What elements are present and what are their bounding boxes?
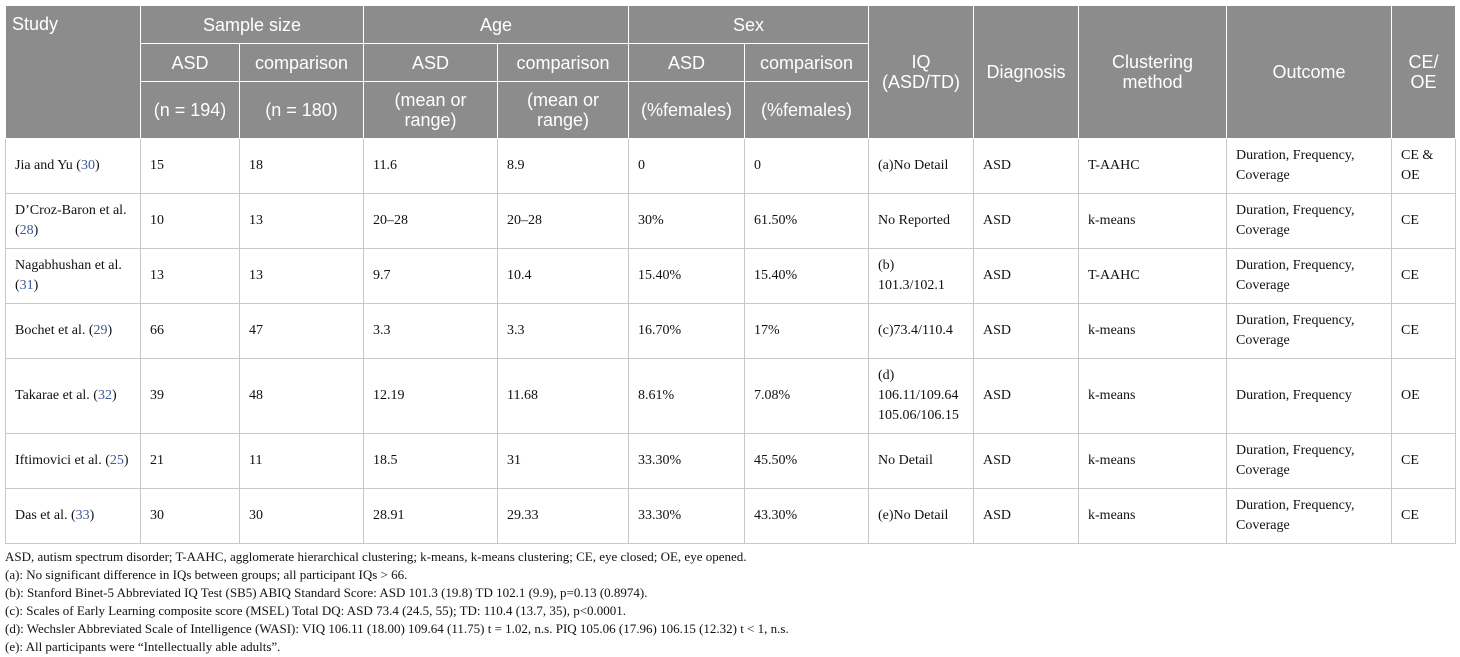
cell-diagnosis: ASD [974, 249, 1079, 304]
reference-link[interactable]: 31 [19, 278, 34, 293]
cell-age-comparison: 29.33 [498, 489, 629, 544]
cell-diagnosis: ASD [974, 304, 1079, 359]
sub-sample-asd: ASD [141, 44, 240, 82]
header-row-1 [6, 6, 1456, 44]
cell-outcome: Duration, Frequency, Coverage [1227, 304, 1392, 359]
study-name: Nagabhushan et al. ( [15, 258, 122, 293]
cell-sex-comparison: 17% [745, 304, 869, 359]
cell-diagnosis: ASD [974, 434, 1079, 489]
cell-iq: (b) 101.3/102.1 [869, 249, 974, 304]
study-close: ) [89, 508, 95, 523]
col-sex: Sex [629, 6, 869, 44]
cell-outcome: Duration, Frequency, Coverage [1227, 489, 1392, 544]
cell-diagnosis: ASD [974, 359, 1079, 434]
table-row [6, 194, 1456, 249]
cell-iq: No Detail [869, 434, 974, 489]
sub-age-asd: ASD [364, 44, 498, 82]
cell-n-asd: 15 [141, 139, 240, 194]
cell-n-asd: 66 [141, 304, 240, 359]
cell-age-asd: 3.3 [364, 304, 498, 359]
cell-age-comparison: 10.4 [498, 249, 629, 304]
study-name: Jia and Yu ( [15, 158, 81, 173]
sub-sample-comparison: comparison [240, 44, 364, 82]
footnote-b: (b): Stanford Binet-5 Abbreviated IQ Test (SB5) ABIQ Standard Score: ASD 101.3 (19.8) TD 102.1 (9.9), p=0.13 (0.8974). [5, 585, 648, 600]
footnote-c: (c): Scales of Early Learning composite score (MSEL) Total DQ: ASD 73.4 (24.5, 55); TD: 110.4 (13.7, 35), p<0.0001. [5, 603, 627, 618]
sub-n-comparison: (n = 180) [240, 82, 364, 139]
cell-clustering: k-means [1079, 304, 1227, 359]
col-ceoe: CE/ OE [1392, 6, 1456, 139]
sub-n-asd: (n = 194) [141, 82, 240, 139]
cell-outcome: Duration, Frequency, Coverage [1227, 139, 1392, 194]
col-iq: IQ (ASD/TD) [869, 6, 974, 139]
cell-ceoe: CE [1392, 434, 1456, 489]
cell-iq: (e)No Detail [869, 489, 974, 544]
sub-sex-asd: ASD [629, 44, 745, 82]
cell-sex-asd: 33.30% [629, 434, 745, 489]
study-close: ) [107, 323, 113, 338]
reference-link[interactable]: 28 [19, 223, 34, 238]
cell-ceoe: CE [1392, 304, 1456, 359]
table-row [6, 489, 1456, 544]
col-diagnosis: Diagnosis [974, 6, 1079, 139]
cell-outcome: Duration, Frequency, Coverage [1227, 434, 1392, 489]
study-table [5, 5, 1456, 544]
cell-age-asd: 12.19 [364, 359, 498, 434]
cell-age-asd: 28.91 [364, 489, 498, 544]
footnote-a: (a): No significant difference in IQs between groups; all participant IQs > 66. [5, 567, 408, 582]
table-container [5, 5, 1455, 656]
cell-sex-comparison: 7.08% [745, 359, 869, 434]
cell-clustering: k-means [1079, 194, 1227, 249]
cell-age-asd: 20–28 [364, 194, 498, 249]
cell-study [6, 359, 141, 434]
cell-sex-comparison: 61.50% [745, 194, 869, 249]
cell-study [6, 489, 141, 544]
footnote-d: (d): Wechsler Abbreviated Scale of Intelligence (WASI): VIQ 106.11 (18.00) 109.64 (11.75) t = 1.02, n.s. PIQ 105.06 (17.96) 106.15 (12.32) t < 1, n.s. [5, 621, 789, 636]
col-age: Age [364, 6, 629, 44]
cell-n-comparison: 13 [240, 194, 364, 249]
study-close: ) [33, 278, 39, 293]
cell-sex-comparison: 45.50% [745, 434, 869, 489]
footnote-e: (e): All participants were “Intellectually able adults”. [5, 639, 281, 654]
table-row [6, 139, 1456, 194]
sub-sex-comparison: comparison [745, 44, 869, 82]
cell-iq: (d) 106.11/109.64 105.06/106.15 [869, 359, 974, 434]
cell-age-comparison: 8.9 [498, 139, 629, 194]
cell-diagnosis: ASD [974, 139, 1079, 194]
cell-ceoe: OE [1392, 359, 1456, 434]
col-study: Study [6, 6, 141, 139]
study-name: Bochet et al. ( [15, 323, 94, 338]
cell-age-asd: 18.5 [364, 434, 498, 489]
sub-sex-asd-unit: (%females) [629, 82, 745, 139]
study-name: Takarae et al. ( [15, 388, 98, 403]
reference-link[interactable]: 25 [109, 453, 124, 468]
reference-link[interactable]: 30 [80, 158, 95, 173]
table-footnotes [5, 548, 1455, 656]
cell-diagnosis: ASD [974, 489, 1079, 544]
study-close: ) [33, 223, 39, 238]
cell-clustering: T-AAHC [1079, 249, 1227, 304]
cell-study [6, 139, 141, 194]
cell-study [6, 249, 141, 304]
study-close: ) [94, 158, 100, 173]
reference-link[interactable]: 32 [97, 388, 112, 403]
cell-clustering: k-means [1079, 359, 1227, 434]
cell-age-asd: 9.7 [364, 249, 498, 304]
table-row [6, 304, 1456, 359]
cell-sex-comparison: 43.30% [745, 489, 869, 544]
sub-age-comparison-unit: (mean or range) [498, 82, 629, 139]
cell-clustering: k-means [1079, 489, 1227, 544]
sub-age-asd-unit: (mean or range) [364, 82, 498, 139]
cell-ceoe: CE [1392, 249, 1456, 304]
cell-age-asd: 11.6 [364, 139, 498, 194]
cell-ceoe: CE [1392, 194, 1456, 249]
study-close: ) [111, 388, 117, 403]
cell-study [6, 304, 141, 359]
cell-sex-comparison: 0 [745, 139, 869, 194]
cell-n-asd: 10 [141, 194, 240, 249]
sub-sex-comparison-unit: (%females) [745, 82, 869, 139]
cell-n-comparison: 18 [240, 139, 364, 194]
col-clustering: Clustering method [1079, 6, 1227, 139]
cell-ceoe: CE & OE [1392, 139, 1456, 194]
study-name: D’Croz-Baron et al. ( [15, 203, 127, 238]
col-sample-size: Sample size [141, 6, 364, 44]
cell-study [6, 434, 141, 489]
reference-link[interactable]: 29 [93, 323, 108, 338]
table-row [6, 359, 1456, 434]
cell-sex-asd: 16.70% [629, 304, 745, 359]
col-outcome: Outcome [1227, 6, 1392, 139]
cell-sex-asd: 33.30% [629, 489, 745, 544]
cell-outcome: Duration, Frequency [1227, 359, 1392, 434]
cell-study [6, 194, 141, 249]
cell-clustering: T-AAHC [1079, 139, 1227, 194]
sub-age-comparison: comparison [498, 44, 629, 82]
cell-sex-asd: 0 [629, 139, 745, 194]
cell-age-comparison: 31 [498, 434, 629, 489]
table-row [6, 434, 1456, 489]
cell-age-comparison: 20–28 [498, 194, 629, 249]
cell-sex-asd: 8.61% [629, 359, 745, 434]
cell-outcome: Duration, Frequency, Coverage [1227, 249, 1392, 304]
cell-n-asd: 21 [141, 434, 240, 489]
study-name: Das et al. ( [15, 508, 76, 523]
study-close: ) [123, 453, 129, 468]
cell-ceoe: CE [1392, 489, 1456, 544]
cell-n-comparison: 48 [240, 359, 364, 434]
cell-diagnosis: ASD [974, 194, 1079, 249]
cell-clustering: k-means [1079, 434, 1227, 489]
cell-n-comparison: 11 [240, 434, 364, 489]
cell-iq: (c)73.4/110.4 [869, 304, 974, 359]
reference-link[interactable]: 33 [75, 508, 90, 523]
cell-age-comparison: 3.3 [498, 304, 629, 359]
cell-n-comparison: 47 [240, 304, 364, 359]
cell-iq: No Reported [869, 194, 974, 249]
cell-n-comparison: 13 [240, 249, 364, 304]
cell-sex-asd: 15.40% [629, 249, 745, 304]
cell-n-asd: 13 [141, 249, 240, 304]
cell-n-asd: 30 [141, 489, 240, 544]
study-name: Iftimovici et al. ( [15, 453, 110, 468]
cell-age-comparison: 11.68 [498, 359, 629, 434]
table-row [6, 249, 1456, 304]
footnote-abbreviations: ASD, autism spectrum disorder; T-AAHC, agglomerate hierarchical clustering; k-means, k-means clustering; CE, eye closed; OE, eye opened. [5, 549, 747, 564]
cell-n-comparison: 30 [240, 489, 364, 544]
cell-sex-asd: 30% [629, 194, 745, 249]
cell-outcome: Duration, Frequency, Coverage [1227, 194, 1392, 249]
cell-sex-comparison: 15.40% [745, 249, 869, 304]
cell-iq: (a)No Detail [869, 139, 974, 194]
cell-n-asd: 39 [141, 359, 240, 434]
